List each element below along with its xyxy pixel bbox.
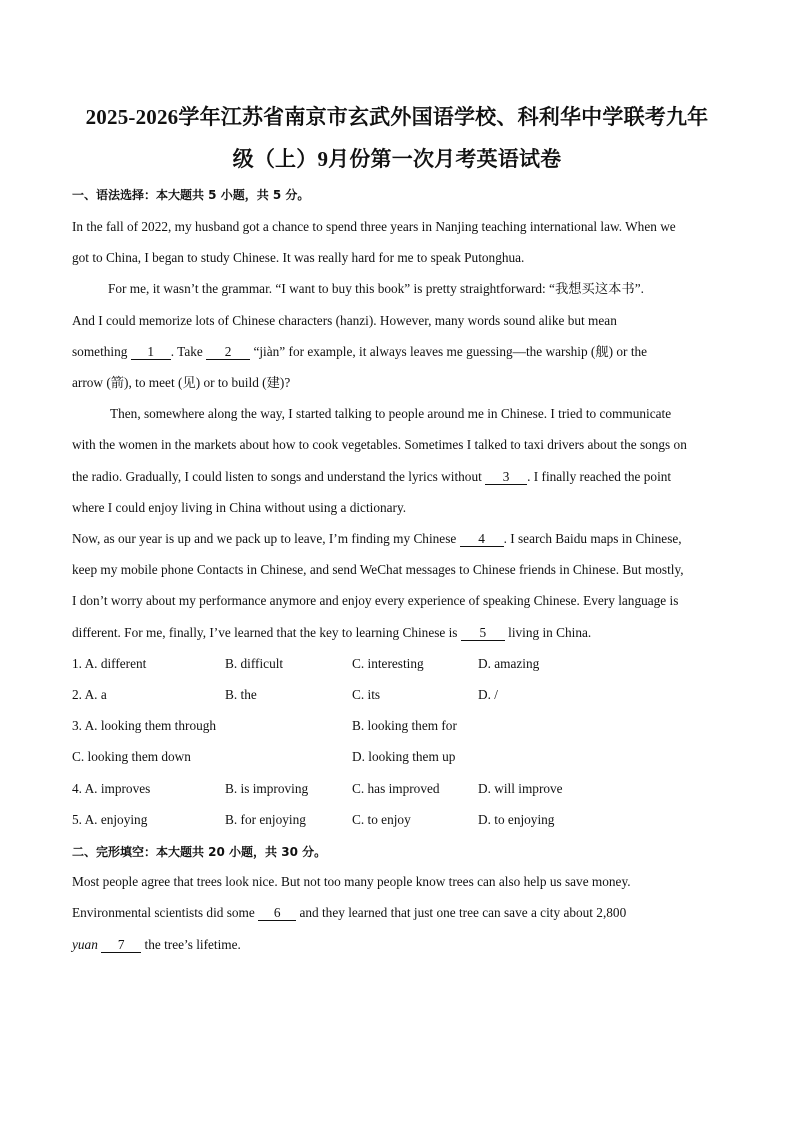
passage-line: And I could memorize lots of Chinese characters (hanzi). However, many words sound alike but mean xyxy=(72,313,617,328)
passage-text: Environmental scientists did some xyxy=(72,905,259,920)
blank-5: 5 xyxy=(461,626,505,641)
passage-line xyxy=(72,904,626,922)
passage-line xyxy=(72,936,241,954)
option-2b[interactable]: B. the xyxy=(225,687,257,702)
passage-line: got to China, I began to study Chinese. It was really hard for me to speak Putonghua. xyxy=(72,250,525,265)
passage-text: “jiàn” for example, it always leaves me guessing—the warship (舰) or the xyxy=(250,344,648,359)
option-1b[interactable]: B. difficult xyxy=(225,656,284,671)
passage-text: different. For me, finally, I’ve learned that the key to learning Chinese is xyxy=(72,625,461,640)
passage-text: Now, as our year is up and we pack up to leave, I’m finding my Chinese xyxy=(72,531,460,546)
passage-text: living in China. xyxy=(504,625,592,640)
passage-line: with the women in the markets about how to cook vegetables. Sometimes I talked to taxi drivers about the songs on xyxy=(72,437,687,452)
option-4c[interactable]: C. has improved xyxy=(352,781,440,796)
section-1-heading: 一、语法选择：本大题共 5 小题，共 5 分。 xyxy=(72,188,310,202)
blank-1: 1 xyxy=(131,345,171,360)
option-3d[interactable]: D. looking them up xyxy=(352,749,456,764)
passage-line xyxy=(72,343,647,361)
option-3c[interactable]: C. looking them down xyxy=(72,749,191,764)
option-1d[interactable]: D. amazing xyxy=(478,656,540,671)
passage-line: I don’t worry about my performance anymore and enjoy every experience of speaking Chinese. Every language is xyxy=(72,593,679,608)
blank-4: 4 xyxy=(460,532,504,547)
passage-line xyxy=(72,468,671,486)
option-4a[interactable]: 4. A. improves xyxy=(72,781,151,796)
option-2a[interactable]: 2. A. a xyxy=(72,687,107,702)
blank-6: 6 xyxy=(258,906,296,921)
option-5c[interactable]: C. to enjoy xyxy=(352,812,411,827)
passage-line: arrow (箭), to meet (见) or to build (建)? xyxy=(72,375,291,390)
passage-line: Most people agree that trees look nice. But not too many people know trees can also help us save money. xyxy=(72,874,631,889)
passage-text: . I search Baidu maps in Chinese, xyxy=(503,531,682,546)
option-3a[interactable]: 3. A. looking them through xyxy=(72,718,217,733)
passage-line: For me, it wasn’t the grammar. “I want to buy this book” is pretty straightforward: “我想买这本书”. xyxy=(108,281,644,296)
passage-text: . I finally reached the point xyxy=(527,469,672,484)
blank-3: 3 xyxy=(485,470,527,485)
option-1c[interactable]: C. interesting xyxy=(352,656,424,671)
passage-line: keep my mobile phone Contacts in Chinese, and send WeChat messages to Chinese friends in Chinese. But mostly, xyxy=(72,562,684,577)
option-5b[interactable]: B. for enjoying xyxy=(225,812,306,827)
exam-title-line-2: 级（上）9月份第一次月考英语试卷 xyxy=(232,147,562,171)
passage-line: Then, somewhere along the way, I started talking to people around me in Chinese. I tried to communicate xyxy=(110,406,672,421)
passage-line: where I could enjoy living in China without using a dictionary. xyxy=(72,500,407,515)
option-2d[interactable]: D. / xyxy=(478,687,498,702)
option-1a[interactable]: 1. A. different xyxy=(72,656,147,671)
passage-text: . Take xyxy=(170,344,207,359)
blank-2: 2 xyxy=(206,345,250,360)
passage-line xyxy=(72,530,682,548)
option-5d[interactable]: D. to enjoying xyxy=(478,812,555,827)
section-2-heading: 二、完形填空：本大题共 20 小题，共 30 分。 xyxy=(72,845,327,859)
blank-7: 7 xyxy=(101,938,141,953)
exam-title-line-1: 2025-2026学年江苏省南京市玄武外国语学校、科利华中学联考九年 xyxy=(85,105,709,129)
option-2c[interactable]: C. its xyxy=(352,687,381,702)
passage-text: the tree’s lifetime. xyxy=(141,937,241,952)
passage-text: and they learned that just one tree can save a city about 2,800 xyxy=(296,905,627,920)
passage-text: the radio. Gradually, I could listen to songs and understand the lyrics without xyxy=(72,469,486,484)
passage-text: yuan xyxy=(72,937,98,952)
option-3b[interactable]: B. looking them for xyxy=(352,718,457,733)
option-4d[interactable]: D. will improve xyxy=(478,781,563,796)
option-4b[interactable]: B. is improving xyxy=(225,781,309,796)
passage-line: In the fall of 2022, my husband got a chance to spend three years in Nanjing teaching international law. When we xyxy=(72,219,676,234)
option-5a[interactable]: 5. A. enjoying xyxy=(72,812,148,827)
passage-line xyxy=(72,624,591,642)
passage-text: something xyxy=(72,344,131,359)
